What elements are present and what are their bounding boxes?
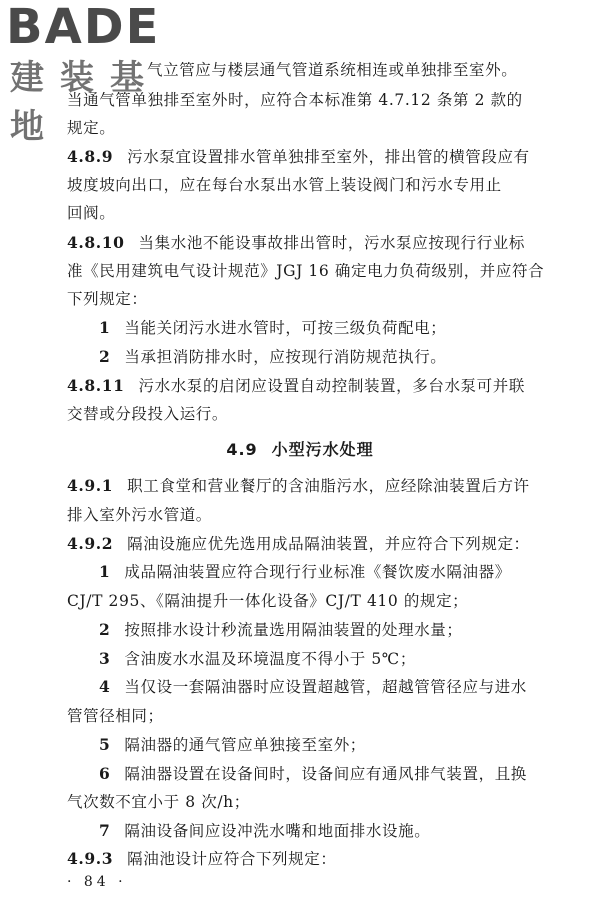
list-item: 5 隔油器的通气管应单独接至室外； [99, 735, 366, 754]
section-heading: 4.9 小型污水处理 [226, 440, 374, 459]
clause-number: 4.8.9 [67, 147, 114, 166]
clause-number: 4.9.1 [67, 476, 114, 495]
clause-4-9-1: 4.9.1 职工食堂和营业餐厅的含油脂污水，应经除油装置后方许 [67, 476, 530, 495]
list-item: 2 按照排水设计秒流量选用隔油装置的处理水量； [99, 620, 463, 639]
clause-4-9-3: 4.9.3 隔油池设计应符合下列规定： [67, 849, 337, 868]
clause-4-8-9: 4.8.9 污水泵宜设置排水管单独排至室外，排出管的横管段应有 [67, 147, 530, 166]
item-number: 6 [99, 764, 111, 783]
text-line: 气立管应与楼层通气管道系统相连或单独排至室外。 [147, 61, 518, 79]
item-number: 4 [99, 677, 111, 696]
clause-number: 4.8.10 [67, 233, 125, 252]
text-line: 准《民用建筑电气设计规范》JGJ 16 确定电力负荷级别，并应符合 [67, 262, 545, 280]
text-line: 坡度坡向出口，应在每台水泵出水管上装设阀门和污水专用止 [67, 176, 502, 194]
text-line: 排入室外污水管道。 [67, 506, 212, 524]
watermark-logo-text: BADE [6, 0, 161, 55]
clause-number: 4.8.11 [67, 376, 125, 395]
item-number: 5 [99, 735, 111, 754]
item-number: 3 [99, 649, 111, 668]
list-item: 7 隔油设备间应设冲洗水嘴和地面排水设施。 [99, 821, 431, 840]
item-number: 2 [99, 347, 111, 366]
clause-4-8-10: 4.8.10 当集水池不能设事故排出管时，污水泵应按现行行业标 [67, 233, 525, 252]
item-number: 1 [99, 318, 111, 337]
text-line: 下列规定： [67, 290, 148, 308]
clause-4-8-11: 4.8.11 污水水泵的启闭应设置自动控制装置，多台水泵可并联 [67, 376, 525, 395]
list-item: 6 隔油器设置在设备间时，设备间应有通风排气装置，且换 [99, 764, 527, 783]
item-number: 1 [99, 562, 111, 581]
clause-4-9-2: 4.9.2 隔油设施应优先选用成品隔油装置，并应符合下列规定： [67, 534, 530, 553]
watermark-logo-subtitle: 建装基地 [10, 58, 160, 147]
clause-number: 4.9.2 [67, 534, 114, 553]
text-line: 当通气管单独排至室外时，应符合本标准第 4.7.12 条第 2 款的 [67, 91, 523, 109]
text-line: 规定。 [67, 119, 116, 137]
item-number: 2 [99, 620, 111, 639]
item-number: 7 [99, 821, 111, 840]
list-item: 1 成品隔油装置应符合现行行业标准《餐饮废水隔油器》 [99, 562, 511, 581]
clause-number: 4.9.3 [67, 849, 114, 868]
text-line: 气次数不宜小于 8 次/h； [67, 793, 250, 811]
text-line: 交替或分段投入运行。 [67, 405, 229, 423]
text-line: CJ/T 295、《隔油提升一体化设备》CJ/T 410 的规定； [67, 592, 469, 610]
text-line: 回阀。 [67, 204, 116, 222]
list-item: 1 当能关闭污水进水管时，可按三级负荷配电； [99, 318, 447, 337]
page-number: · 84 · [67, 874, 127, 890]
list-item: 3 含油废水水温及环境温度不得小于 5℃； [99, 649, 416, 668]
list-item: 4 当仅设一套隔油器时应设置超越管，超越管管径应与进水 [99, 677, 527, 696]
list-item: 2 当承担消防排水时，应按现行消防规范执行。 [99, 347, 447, 366]
text-line: 管管径相同； [67, 707, 164, 725]
